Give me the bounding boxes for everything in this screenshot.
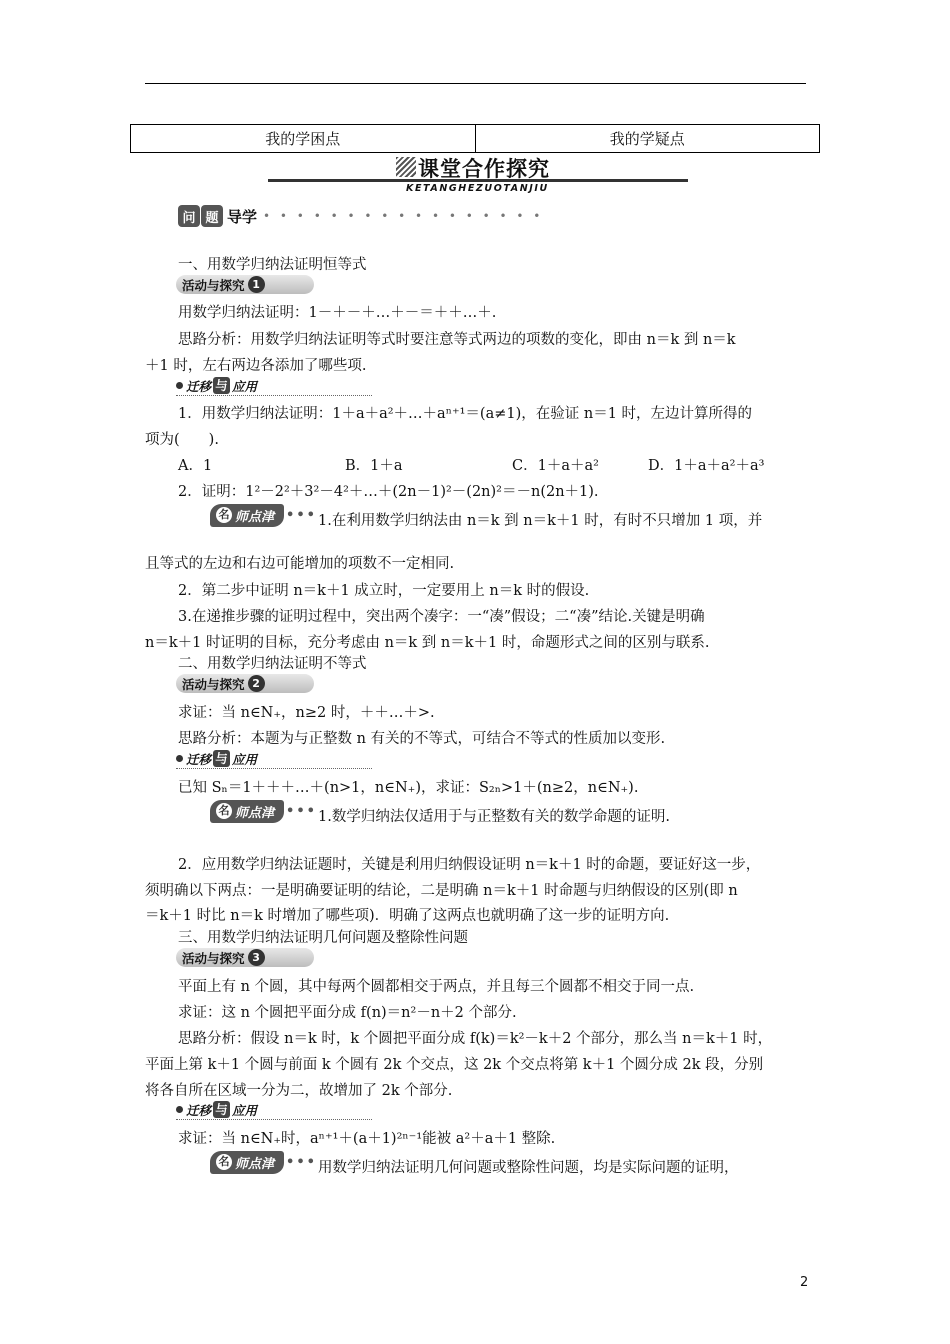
transfer-label-c: 应用 <box>232 751 258 767</box>
section-banner <box>268 153 688 197</box>
s1-tip-2: 且等式的左边和右边可能增加的项数不一定相同. <box>145 556 455 572</box>
teacher-badge <box>210 1151 284 1174</box>
teacher-label: 师点津 <box>235 1156 275 1172</box>
transfer-label-b: 与 <box>213 1101 230 1118</box>
option-c: C．1＋a＋a² <box>512 458 599 474</box>
bullet-icon <box>176 382 183 389</box>
teacher-dots: ••• <box>286 803 317 819</box>
guide-label: 导学 <box>227 207 258 226</box>
s1-problem: 用数学归纳法证明：1－＋－＋…＋－＝＋＋…＋. <box>178 305 497 321</box>
teacher-icon: 名 <box>216 803 232 819</box>
header-rule <box>145 83 806 84</box>
s2-tip-4: ＝k＋1 时比 n＝k 时增加了哪些项)．明确了这两点也就明确了这一步的证明方向. <box>145 908 670 924</box>
difficulty-table <box>130 124 820 153</box>
guide-box-1: 问 <box>178 205 200 227</box>
activity-num-1: 1 <box>248 276 265 293</box>
guide-box-2: 题 <box>201 205 223 227</box>
teacher-badge <box>210 800 284 823</box>
transfer-heading-1 <box>176 376 372 396</box>
activity-pill-3 <box>176 948 314 967</box>
s2-tip-1: 1.数学归纳法仅适用于与正整数有关的数学命题的证明. <box>318 809 670 825</box>
guide-dots: • • • • • • • • • • • • • • • • • <box>263 209 544 223</box>
option-b: B．1＋a <box>345 458 403 474</box>
activity-pill-1 <box>176 275 314 294</box>
teacher-label: 师点津 <box>235 509 275 525</box>
transfer-label-a: 迁移 <box>186 378 212 394</box>
banner-deco-icon <box>396 157 416 177</box>
transfer-label-a: 迁移 <box>186 1102 212 1118</box>
teacher-dots: ••• <box>286 507 317 523</box>
table-cell-difficulty: 我的学困点 <box>265 130 341 148</box>
option-d: D．1＋a＋a²＋a³ <box>648 458 765 474</box>
option-a: A．1 <box>178 458 213 474</box>
s3-analysis-3: 将各自所在区域一分为二，故增加了 2k 个部分. <box>145 1083 453 1099</box>
section-2-heading: 二、用数学归纳法证明不等式 <box>178 656 367 672</box>
s1-question-1a: 1．用数学归纳法证明：1＋a＋a²＋…＋aⁿ⁺¹＝(a≠1)，在验证 n＝1 时，左边计算所得的 <box>178 406 753 422</box>
s2-problem: 求证：当 n∈N₊，n≥2 时，＋＋…＋>. <box>178 705 435 721</box>
s3-problem-2: 求证：这 n 个圆把平面分成 f(n)＝n²－n＋2 个部分. <box>178 1005 517 1021</box>
teacher-tip-1 <box>210 504 317 526</box>
s1-tip-3: 2．第二步中证明 n＝k＋1 成立时，一定要用上 n＝k 时的假设. <box>178 583 590 599</box>
s3-analysis-1: 思路分析：假设 n＝k 时，k 个圆把平面分成 f(k)＝k²－k＋2 个部分，那么当 n＝k＋1 时， <box>178 1031 773 1047</box>
transfer-heading-3 <box>176 1100 372 1120</box>
s2-tip-2: 2．应用数学归纳法证题时，关键是利用归纳假设证明 n＝k＋1 时的命题，要证好这一步， <box>178 857 761 873</box>
teacher-tip-2 <box>210 800 317 822</box>
section-3-heading: 三、用数学归纳法证明几何问题及整除性问题 <box>178 930 468 946</box>
s1-analysis-2: ＋1 时，左右两边各添加了哪些项. <box>145 358 367 374</box>
s1-tip-1: 1.在利用数学归纳法由 n＝k 到 n＝k＋1 时，有时不只增加 1 项，并 <box>318 513 763 529</box>
table-cell-doubt: 我的学疑点 <box>475 125 820 152</box>
transfer-label-c: 应用 <box>232 378 258 394</box>
s1-tip-5: n＝k＋1 时证明的目标，充分考虑由 n＝k 到 n＝k＋1 时，命题形式之间的区别与联系. <box>145 635 710 651</box>
transfer-label-b: 与 <box>213 377 230 394</box>
teacher-tip-3 <box>210 1151 317 1173</box>
activity-pill-label: 活动与探究 <box>182 950 245 966</box>
teacher-icon: 名 <box>216 1154 232 1170</box>
teacher-badge <box>210 504 284 527</box>
s2-analysis: 思路分析：本题为与正整数 n 有关的不等式，可结合不等式的性质加以变形. <box>178 731 666 747</box>
s3-problem-1: 平面上有 n 个圆，其中每两个圆都相交于两点，并且每三个圆都不相交于同一点. <box>178 979 695 995</box>
page-number: 2 <box>800 1275 809 1290</box>
activity-num-3: 3 <box>248 949 265 966</box>
activity-pill-2 <box>176 674 314 693</box>
s3-question-1: 求证：当 n∈N₊时，aⁿ⁺¹＋(a＋1)²ⁿ⁻¹能被 a²＋a＋1 整除. <box>178 1131 556 1147</box>
activity-num-2: 2 <box>248 675 265 692</box>
transfer-label-b: 与 <box>213 750 230 767</box>
s3-tip-1: 用数学归纳法证明几何问题或整除性问题，均是实际问题的证明， <box>318 1160 739 1176</box>
banner-subtitle: KETANGHEZUOTANJIU <box>406 183 549 194</box>
s3-analysis-2: 平面上第 k＋1 个圆与前面 k 个圆有 2k 个交点，这 2k 个交点将第 k＋1 个圆分成 2k 段，分别 <box>145 1057 764 1073</box>
transfer-label-a: 迁移 <box>186 751 212 767</box>
s1-question-2: 2．证明：1²－2²＋3²－4²＋…＋(2n－1)²－(2n)²＝－n(2n＋1). <box>178 484 599 500</box>
bullet-icon <box>176 1106 183 1113</box>
teacher-dots: ••• <box>286 1154 317 1170</box>
teacher-label: 师点津 <box>235 805 275 821</box>
section-1-heading: 一、用数学归纳法证明恒等式 <box>178 257 367 273</box>
s1-tip-4: 3.在递推步骤的证明过程中，突出两个凑字：一“凑”假设；二“凑”结论.关键是明确 <box>178 609 705 625</box>
banner-title: 课堂合作探究 <box>418 157 550 181</box>
s1-question-1b: 项为( ). <box>145 432 219 448</box>
s2-question-1: 已知 Sₙ＝1＋＋＋…＋(n>1，n∈N₊)，求证：S₂ₙ>1＋(n≥2，n∈N₊). <box>178 780 639 796</box>
teacher-icon: 名 <box>216 507 232 523</box>
problem-guide-heading <box>178 204 543 228</box>
bullet-icon <box>176 755 183 762</box>
activity-pill-label: 活动与探究 <box>182 277 245 293</box>
s2-tip-3: 须明确以下两点：一是明确要证明的结论，二是明确 n＝k＋1 时命题与归纳假设的区别(即 n <box>145 883 738 899</box>
transfer-label-c: 应用 <box>232 1102 258 1118</box>
transfer-heading-2 <box>176 749 372 769</box>
s1-analysis-1: 思路分析：用数学归纳法证明等式时要注意等式两边的项数的变化，即由 n＝k 到 n＝k <box>178 332 736 348</box>
activity-pill-label: 活动与探究 <box>182 676 245 692</box>
